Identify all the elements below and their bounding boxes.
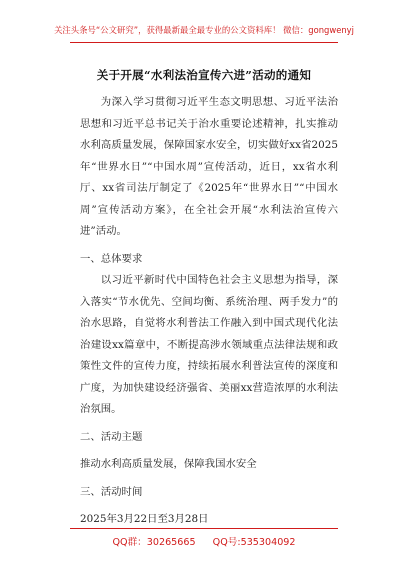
document-body <box>80 92 338 531</box>
section-heading-general-requirements: 一、总体要求 <box>80 252 143 265</box>
header-promo-text: 关注头条号“公文研究”，获得最新最全最专业的公文资料库！ 微信：gongwenyj <box>54 25 354 35</box>
footer-qq-group: QQ群：30265665 <box>112 537 196 548</box>
header-divider <box>70 42 338 43</box>
activity-time-text: 2025年3月22日至3月28日 <box>80 513 209 525</box>
activity-theme-text: 推动水利高质量发展，保障我国水安全 <box>80 458 257 470</box>
intro-paragraph: 为深入学习贯彻习近平生态文明思想、习近平法治思想和习近平总书记关于治水重要论述精神，扎实推动水利高质量发展，保障国家水安全，切实做好xx省2025年“世界水日”“中国水周”宣传活动，近日，xx省水利厅、xx省司法厅制定了《2025年“世界水日”“中国水周”宣传活动方案》，在全社会开展“水利法治宣传六进”活动。 <box>80 96 338 237</box>
footer-divider <box>70 528 338 529</box>
section-heading-activity-time: 三、活动时间 <box>80 485 143 498</box>
general-requirements-paragraph: 以习近平新时代中国特色社会主义思想为指导，深入落实“节水优先、空间均衡、系统治理、两手发力”的治水思路，自觉将水利普法工作融入到中国式现代化法治建设xx篇章中，不断提高涉水领域重点法律法规和政策性文件的宣传力度，持续拓展水利普法宣传的深度和广度，为加快建设经济强省、美丽xx营造浓厚的水利法治氛围。 <box>80 274 338 415</box>
footer-qq-number: QQ号:535304092 <box>212 537 296 548</box>
footer-contact <box>0 534 408 548</box>
document-title: 关于开展“水利法治宣传六进”活动的通知 <box>96 68 312 82</box>
section-heading-activity-theme: 二、活动主题 <box>80 430 143 443</box>
